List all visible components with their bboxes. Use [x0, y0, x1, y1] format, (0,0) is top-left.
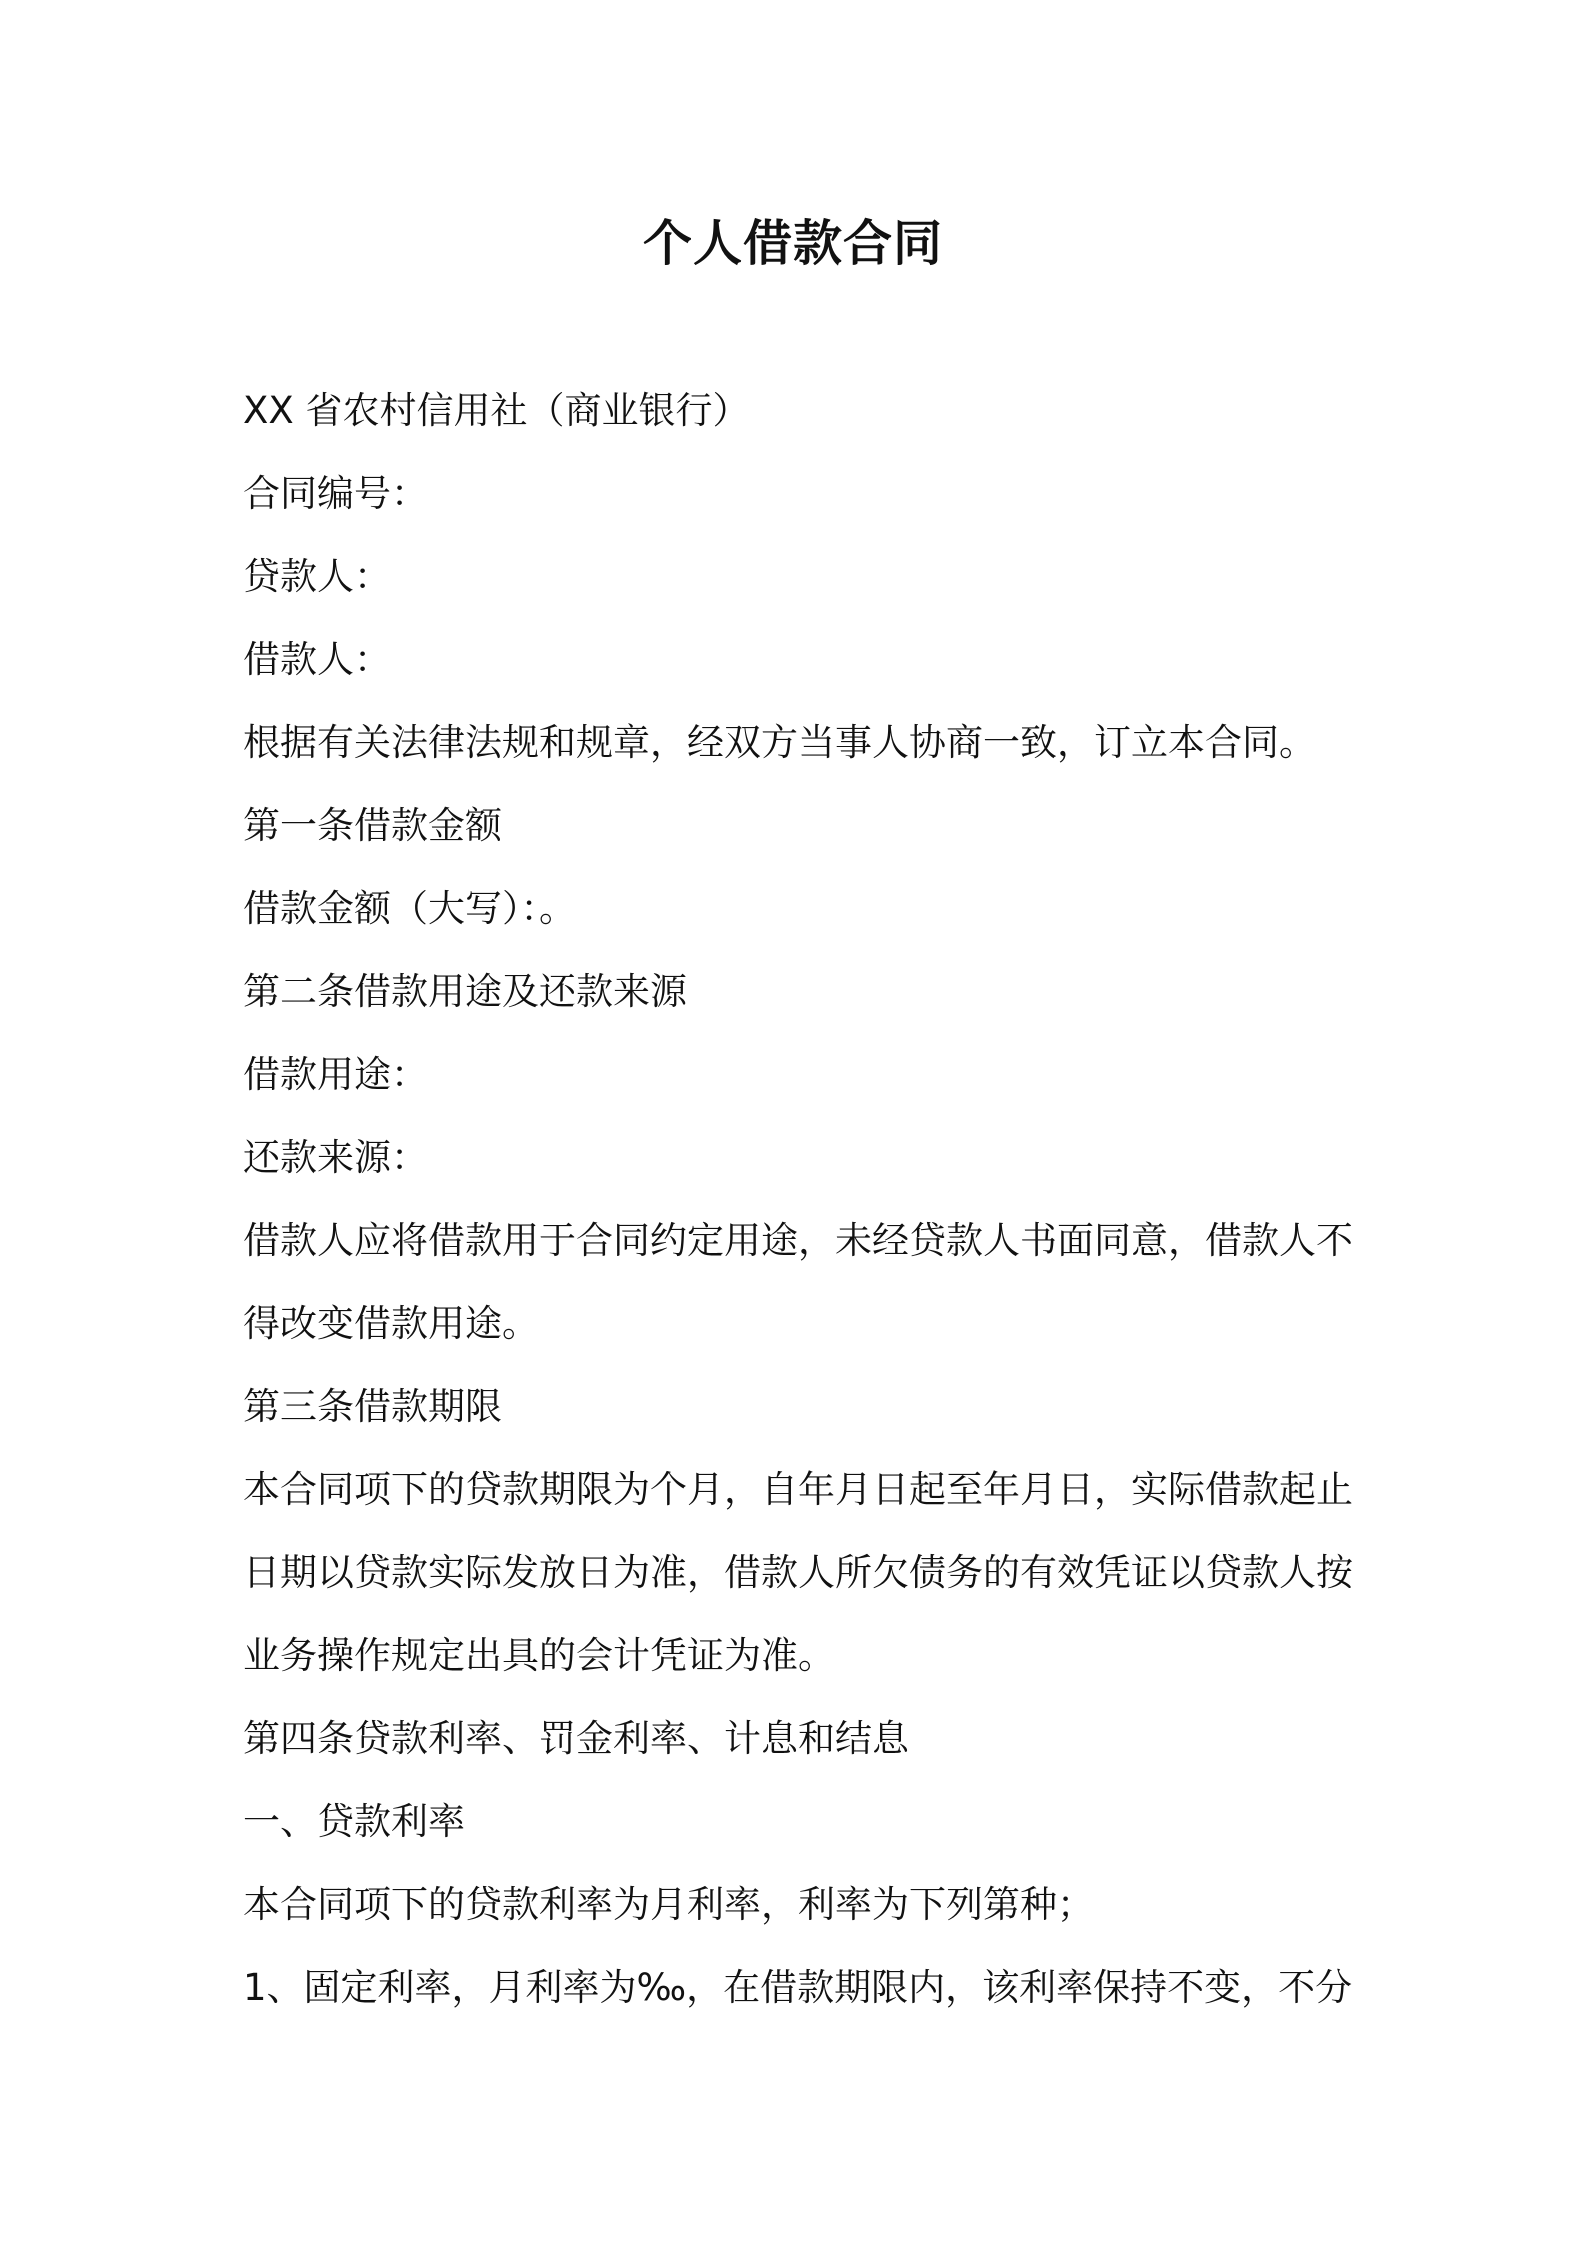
document-title: 个人借款合同 [642, 215, 943, 272]
term-clause-line-3: 业务操作规定出具的会计凭证为准。 [243, 1634, 835, 1677]
article-2-heading: 第二条借款用途及还款来源 [243, 970, 687, 1013]
borrower-line: 借款人： [243, 638, 391, 681]
purpose-clause-line-2: 得改变借款用途。 [243, 1302, 539, 1345]
bank-name-line: XX 省农村信用社（商业银行） [243, 389, 750, 432]
loan-amount-line: 借款金额（大写）：。 [243, 887, 576, 930]
fixed-rate-line: 1、固定利率，月利率为‰，在借款期限内，该利率保持不变，不分 [243, 1966, 1353, 2009]
article-1-heading: 第一条借款金额 [243, 804, 502, 847]
purpose-clause-line-1: 借款人应将借款用于合同约定用途，未经贷款人书面同意，借款人不 [243, 1219, 1353, 1262]
repayment-source-line: 还款来源： [243, 1136, 428, 1179]
lender-line: 贷款人： [243, 555, 391, 598]
contract-number-line: 合同编号： [243, 472, 428, 515]
term-clause-line-2: 日期以贷款实际发放日为准，借款人所欠债务的有效凭证以贷款人按 [243, 1551, 1353, 1594]
preamble-line: 根据有关法律法规和规章，经双方当事人协商一致，订立本合同。 [243, 721, 1316, 764]
article-4-heading: 第四条贷款利率、罚金利率、计息和结息 [243, 1717, 909, 1760]
section-1-heading: 一、贷款利率 [243, 1800, 465, 1843]
document-body [243, 369, 1363, 2029]
interest-rate-line: 本合同项下的贷款利率为月利率，利率为下列第种； [243, 1883, 1094, 1926]
article-3-heading: 第三条借款期限 [243, 1385, 502, 1428]
term-clause-line-1: 本合同项下的贷款期限为个月，自年月日起至年月日，实际借款起止 [243, 1468, 1353, 1511]
loan-purpose-line: 借款用途： [243, 1053, 428, 1096]
